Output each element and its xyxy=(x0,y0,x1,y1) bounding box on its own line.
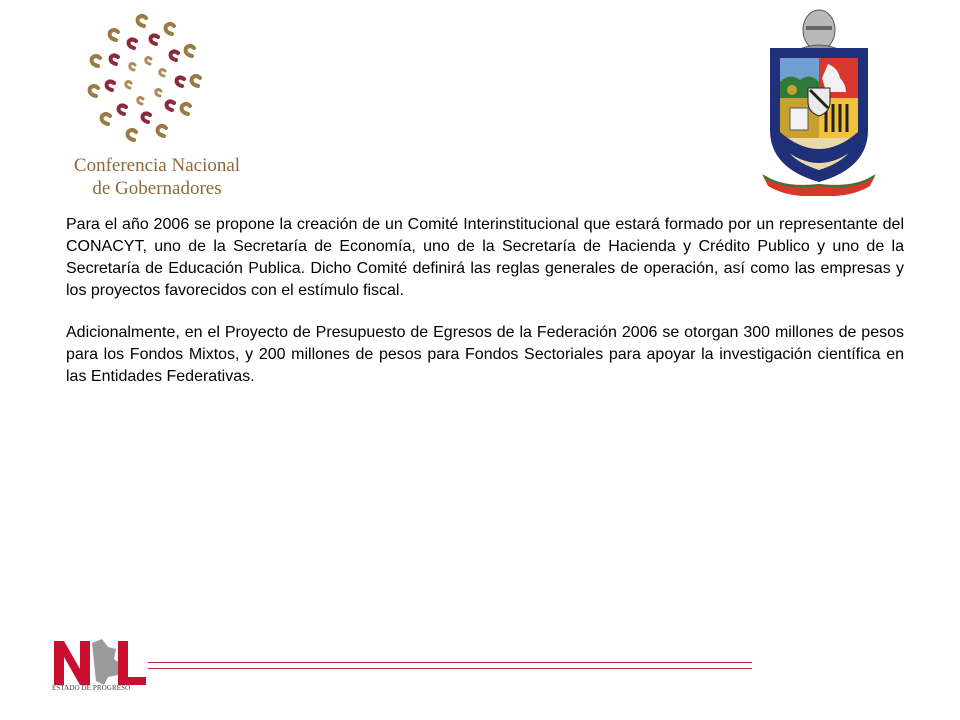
footer-divider-bottom xyxy=(148,668,752,669)
nl-tagline: ESTADO DE PROGRESO xyxy=(52,684,131,692)
coat-of-arms-icon xyxy=(758,4,880,196)
paragraph-presupuesto: Adicionalmente, en el Proyecto de Presupuesto de Egresos de la Federación 2006 se otorgan 300 millones de pesos para los Fondos Mixtos, y 200 millones de pesos para Fondos Sectoriales para apoyar la investigación científica en las Entidades Federativas. xyxy=(66,324,904,385)
conago-logo xyxy=(62,12,252,200)
main-text xyxy=(66,214,904,408)
footer-divider-top xyxy=(148,662,752,663)
paragraph-comite: Para el año 2006 se propone la creación de un Comité Interinstitucional que estará formado por un representante del CONACYT, uno de la Secretaría de Economía, uno de la Secretaría de Hacienda y Crédito Publico y uno de la Secretaría de Educación Publica. Dicho Comité definirá las reglas generales de operación, así como las empresas y los proyectos favorecidos con el estímulo fiscal. xyxy=(66,216,904,299)
organization-name-line2: de Gobernadores xyxy=(92,178,222,199)
organization-name xyxy=(62,154,252,200)
swirl-emblem-icon xyxy=(84,12,214,152)
organization-name-line1: Conferencia Nacional xyxy=(73,155,241,176)
